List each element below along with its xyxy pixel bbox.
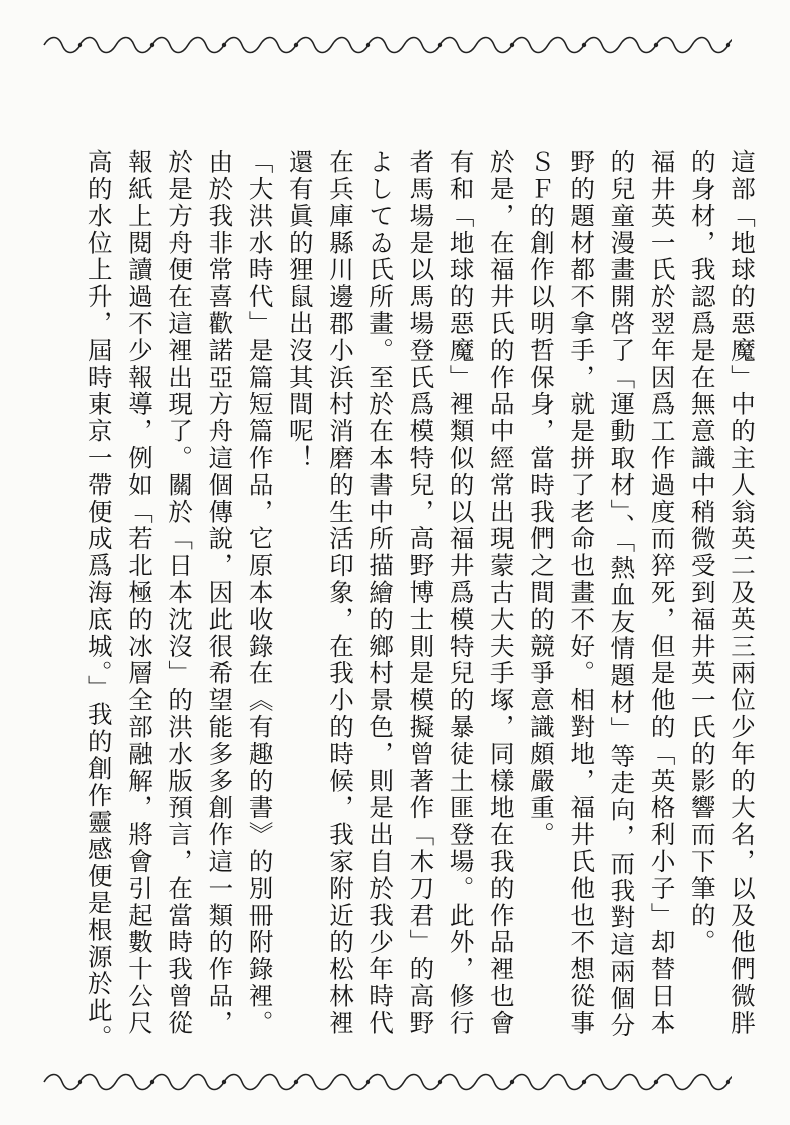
ornament-scroll-icon: [42, 1067, 732, 1097]
bottom-decorative-border: [42, 1067, 732, 1097]
paragraph: 於是，在福井氏的作品中經常出現蒙古大夫手塚，同樣地在我的作品裡也會有和「地球的惡魔」裡類似的以福井爲模特兒的暴徒土匪登場。此外，修行者馬場是以馬場登氏爲模特兒，高野博士則是模擬曾著作「木刀君」的高野よしてゐ氏所畫。至於在本書中所描繪的鄉村景色，則是出自於我少年時代在兵庫縣川邊郡小浜村消磨的生活印象，在我小的時候，我家附近的松林裡還有眞的狸鼠出沒其間呢！: [285, 149, 516, 1037]
ornament-scroll-icon: [42, 30, 732, 60]
paragraph: 「大洪水時代」是篇短篇作品，它原本收錄在《有趣的書》的別冊附錄裡。由於我非常喜歡諾亞方舟這個傳說，因此很希望能多多創作這一類的作品，於是方舟便在這裡出現了。關於「日本沈沒」的洪水版預言，在當時我曾從報紙上閱讀過不少報導，例如「若北極的冰層全部融解，將會引起數十公尺高的水位上升，屆時東京一帶便成爲海底城。」我的創作靈感便是根源於此。: [84, 149, 275, 1052]
paragraph: 福井英一氏於翌年因爲工作過度而猝死，但是他的「英格利小子」却替日本的兒童漫畫開啓了「運動取材」、「熱血友情題材」等走向，而我對這兩個分野的題材都不拿手，就是拼了老命也畫不好。相對地，福井氏他也不想從事ＳＦ的創作以明哲保身，當時我們之間的競爭意識頗嚴重。: [526, 149, 677, 1040]
top-decorative-border: [42, 30, 732, 60]
vertical-text-body: [22, 100, 762, 1055]
paragraph: 這部「地球的惡魔」中的主人翁英二及英三兩位少年的大名，以及他們微胖的身材，我認爲是在無意識中稍微受到福井英一氏的影響而下筆的。: [687, 149, 757, 1037]
